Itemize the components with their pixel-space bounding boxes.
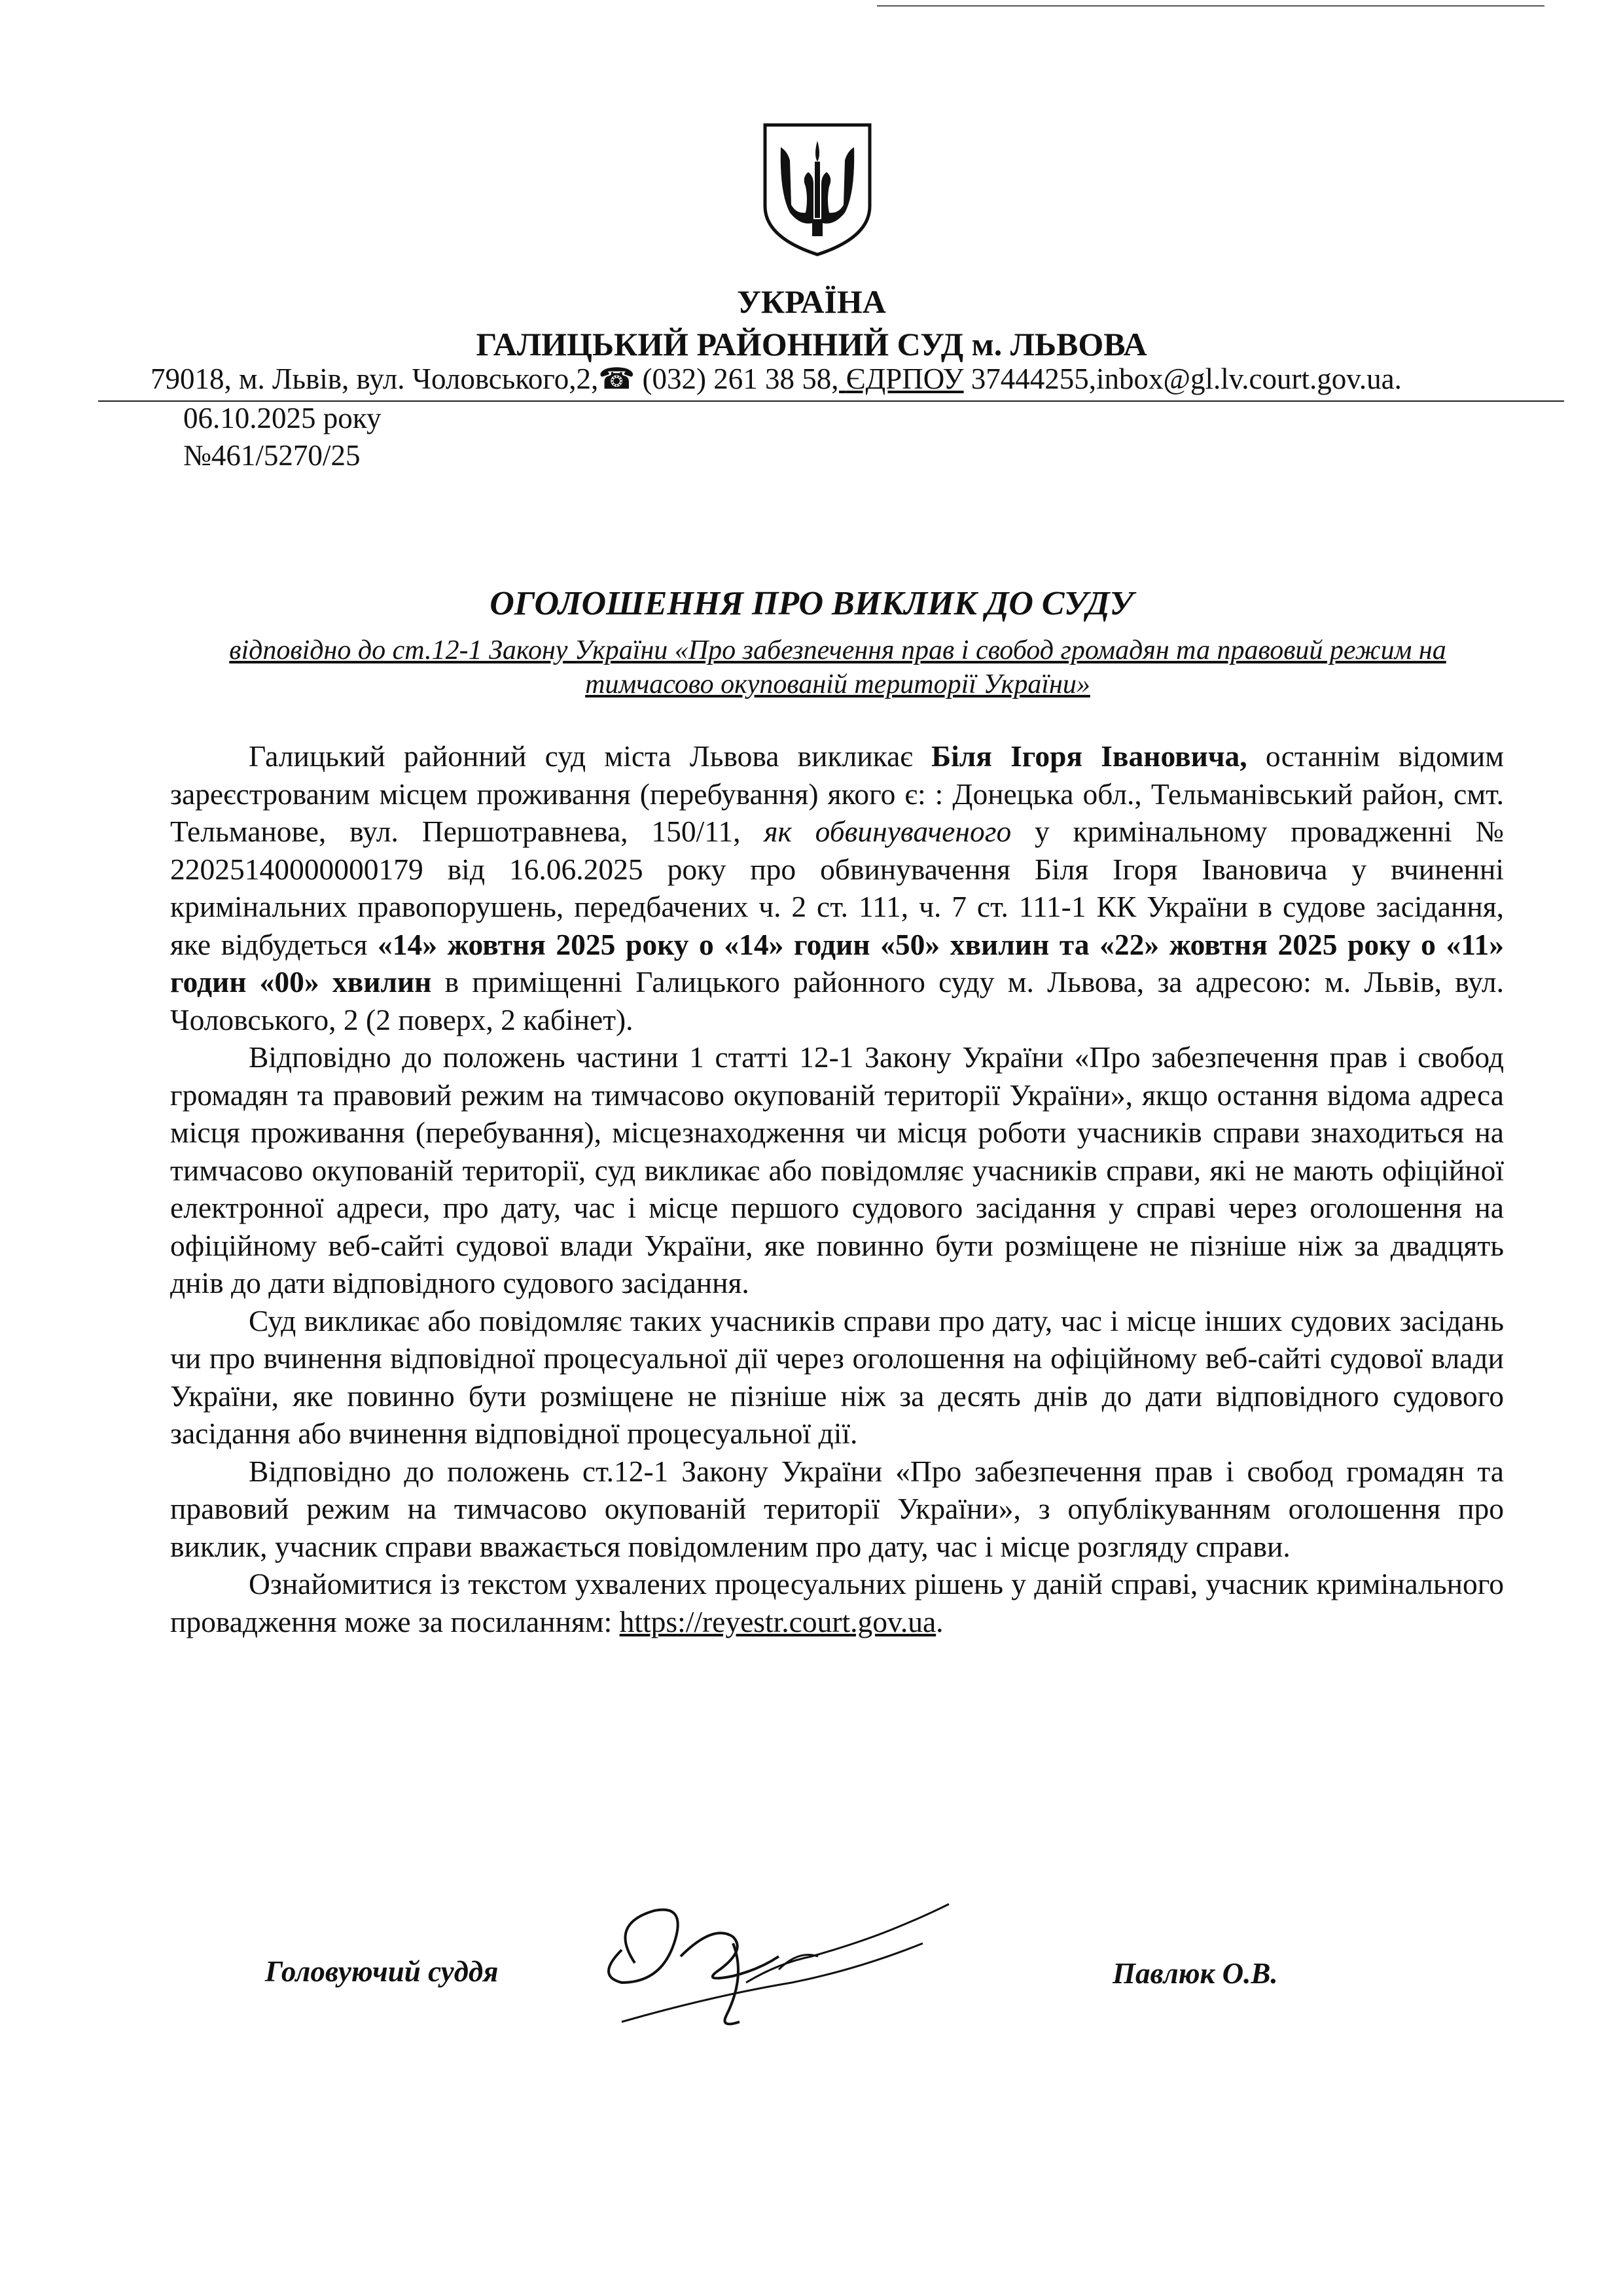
announcement-body — [170, 737, 1504, 1640]
signatory-title: Головуючий суддя — [265, 1955, 499, 1988]
document-number: №461/5270/25 — [183, 439, 361, 472]
paragraph-1: Галицький районний суд міста Львова викликає Біля Ігоря Івановича, останнім відомим зареєстрованим місцем проживання (перебування) якого є: : Донецька обл., Тельманівський район, смт. Тельманове, вул. Першотравнева, 150/11, як обвинуваченого у кримінальному провадженні № 22025140000000179 від 16.06.2025 року про обвинувачення Біля Ігоря Івановича у вчиненні кримінальних правопорушень, передбачених ч. 2 ст. 111, ч. 7 ст. 111-1 КК України в судове засідання, яке відбудеться «14» жовтня 2025 року о «14» годин «50» хвилин та «22» жовтня 2025 року о «11» годин «00» хвилин в приміщенні Галицького районного суду м. Львова, за адресою: м. Львів, вул. Чоловського, 2 (2 поверх, 2 кабінет). — [170, 739, 1504, 1036]
registry-link[interactable]: https://reyestr.court.gov.ua — [619, 1604, 936, 1638]
country-heading: УКРАЇНА — [737, 283, 886, 320]
handwritten-signature — [582, 1884, 955, 2041]
court-phone: (032) 261 38 58 — [642, 362, 832, 395]
court-address: 79018, м. Львів, вул. Чоловського,2, — [151, 362, 599, 395]
phone-icon: ☎ — [598, 362, 635, 395]
signatory-name: Павлюк О.В. — [1113, 1957, 1278, 1990]
paragraph-3: Суд викликає або повідомляє таких учасників справи про дату, час і місце інших судових засідань чи про вчинення відповідної процесуальної дії через оголошення на офіційному веб-сайті судової влади України, яке повинно бути розміщене не пізніше ніж за десять днів до дати відповідного судового засідання або вчинення відповідної процесуальної дії. — [170, 1303, 1504, 1450]
edrpou-and-email: 37444255,inbox@gl.lv.court.gov.ua. — [971, 362, 1402, 395]
announcement-title: ОГОЛОШЕННЯ ПРО ВИКЛИК ДО СУДУ — [490, 585, 1133, 622]
paragraph-5: Ознайомитися із текстом ухвалених процесуальних рішень у даній справі, учасник кримінального провадження може за посиланням: https://reyestr.court.gov.ua. — [170, 1567, 1504, 1638]
edrpou-label: ЄДРПОУ — [846, 362, 964, 395]
hearing-dates: «14» жовтня 2025 року о «14» годин «50» хвилин та «22» жовтня 2025 року о «11» годин «00» хвилин — [170, 927, 1504, 998]
document-date: 06.10.2025 року — [183, 402, 382, 434]
defendant-role: як обвинуваченого — [764, 815, 1012, 848]
court-address-line: 79018, м. Львів, вул. Чоловського,2,☎ (032) 261 38 58, ЄДРПОУ 37444255,inbox@gl.lv.court.gov.ua. — [151, 362, 1402, 395]
paragraph-4: Відповідно до положень ст.12-1 Закону України «Про забезпечення прав і свобод громадян та правовий режим на тимчасово окупованій території України», з опублікуванням оголошення про виклик, учасник справи вважається повідомленим про дату, час і місце розгляду справи. — [170, 1454, 1504, 1563]
announcement-subtitle: відповідно до ст.12-1 Закону України «Про забезпечення прав і свобод громадян та правовий режим на тимчасово окупованій території України» — [229, 635, 1446, 699]
paragraph-2: Відповідно до положень частини 1 статті 12-1 Закону України «Про забезпечення прав і свобод громадян та правовий режим на тимчасово окупованій території України», якщо остання відома адреса місця проживання (перебування), місцезнаходження чи місця роботи учасників справи знаходиться на тимчасово окупованій території, суд викликає або повідомляє учасників справи, які не мають офіційної електронної адреси, про дату, час і місце першого судового засідання у справі через оголошення на офіційному веб-сайті судової влади України, яке повинно бути розміщене не пізніше ніж за двадцять днів до дати відповідного судового засідання. — [170, 1040, 1504, 1299]
coat-of-arms-icon — [761, 121, 874, 258]
court-heading: ГАЛИЦЬКИЙ РАЙОННИЙ СУД м. ЛЬВОВА — [476, 326, 1147, 362]
defendant-name: Біля Ігоря Івановича, — [931, 739, 1247, 773]
top-edge-line — [877, 5, 1544, 7]
